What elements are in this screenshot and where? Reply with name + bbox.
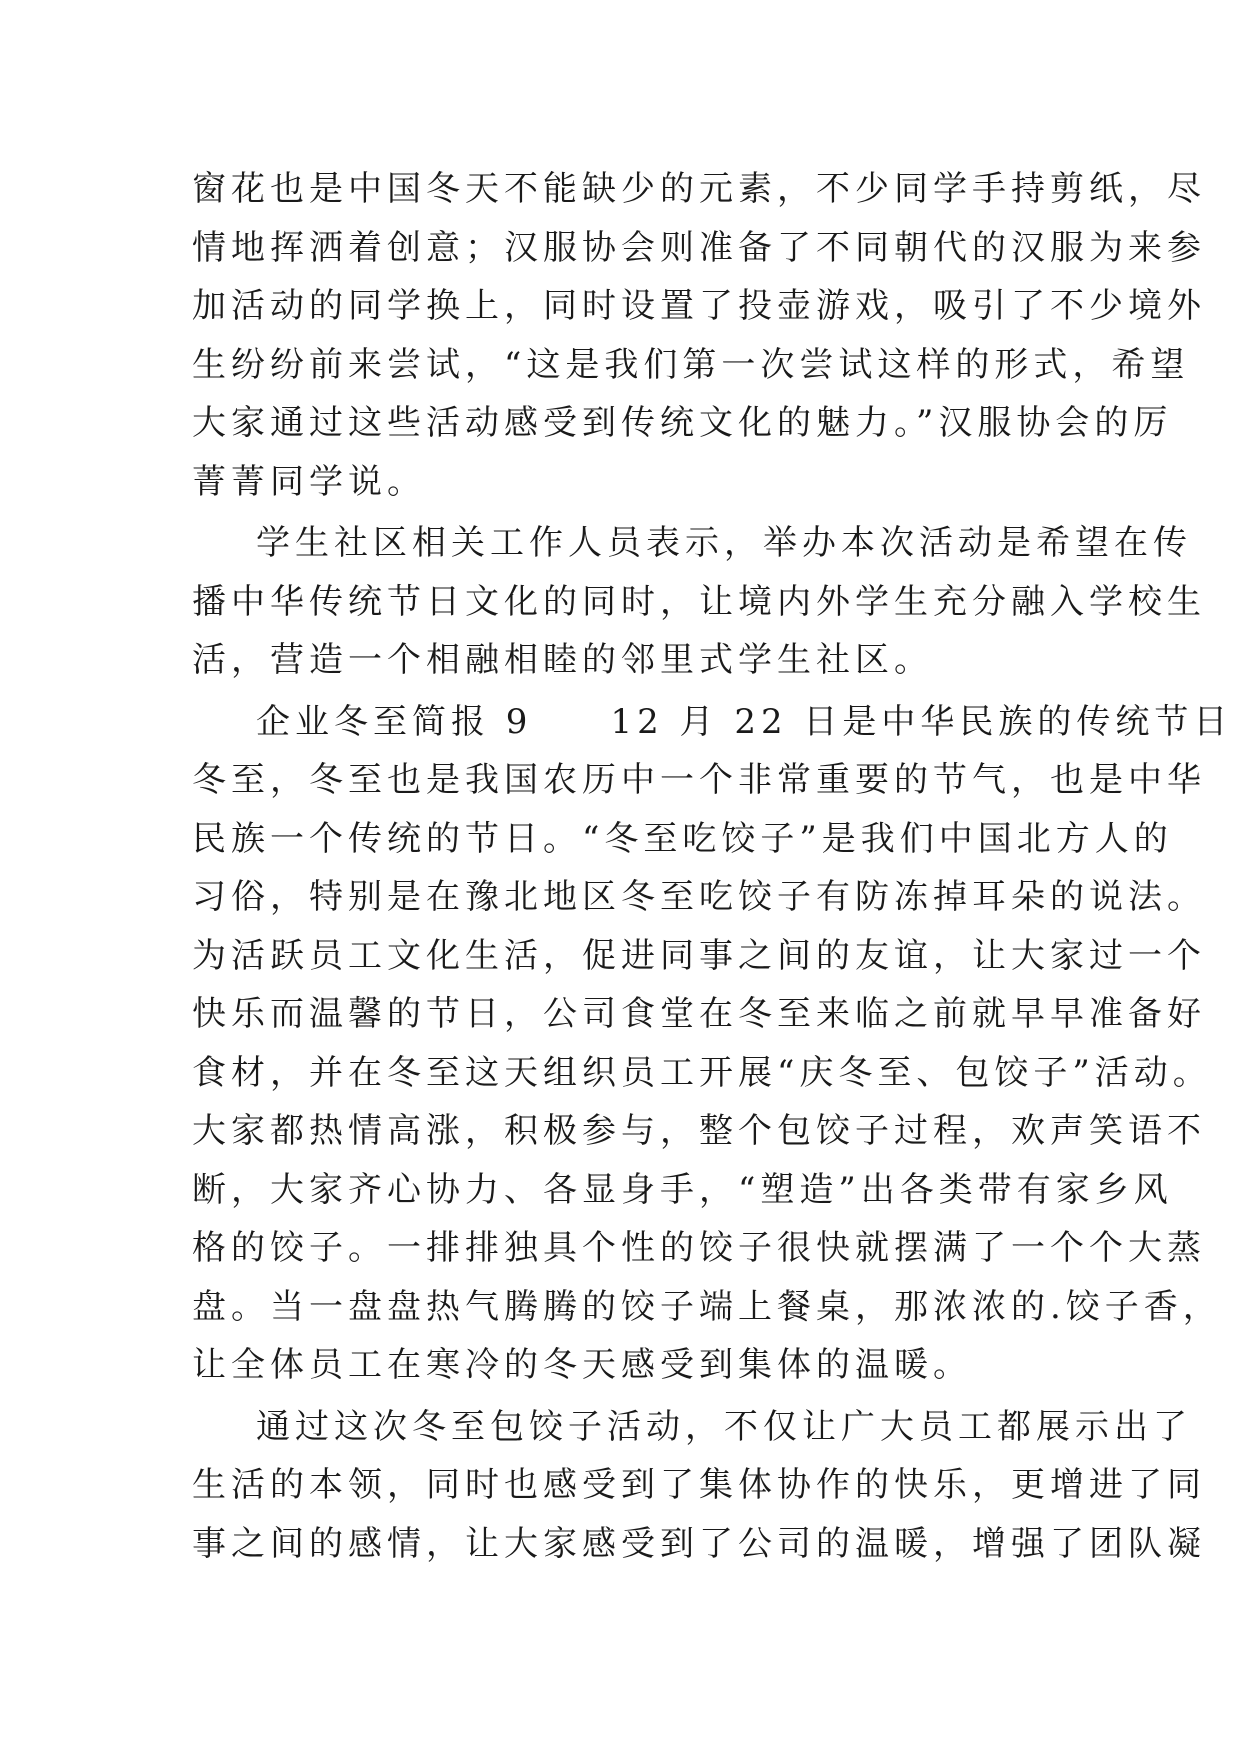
paragraph-1-line-6: 菁菁同学说。 bbox=[192, 461, 426, 502]
paragraph-3-line-3: 民族一个传统的节日。“冬至吃饺子”是我们中国北方人的 bbox=[192, 818, 1173, 859]
paragraph-3-line-7: 食材，并在冬至这天组织员工开展“庆冬至、包饺子”活动。 bbox=[192, 1052, 1212, 1093]
paragraph-2-line-3: 活，营造一个相融相睦的邻里式学生社区。 bbox=[192, 640, 933, 680]
paragraph-1-line-3: 加活动的同学换上，同时设置了投壶游戏，吸引了不少境外 bbox=[192, 286, 1206, 326]
paragraph-1-line-4: 生纷纷前来尝试，“这是我们第一次尝试这样的形式，希望 bbox=[192, 344, 1190, 385]
paragraph-2-line-1: 学生社区相关工作人员表示，举办本次活动是希望在传 bbox=[256, 523, 1192, 563]
paragraph-4-line-2: 生活的本领，同时也感受到了集体协作的快乐，更增进了同 bbox=[192, 1465, 1206, 1505]
paragraph-4-line-3: 事之间的感情，让大家感受到了公司的温暖，增强了团队凝 bbox=[192, 1523, 1206, 1564]
paragraph-2-line-2: 播中华传统节日文化的同时，让境内外学生充分融入学校生 bbox=[192, 581, 1206, 622]
paragraph-3-line-12: 让全体员工在寒冷的冬天感受到集体的温暖。 bbox=[192, 1345, 972, 1385]
paragraph-1-line-5: 大家通过这些活动感受到传统文化的魅力。”汉服协会的厉 bbox=[192, 403, 1173, 443]
paragraph-3-line-8: 大家都热情高涨，积极参与，整个包饺子过程，欢声笑语不 bbox=[192, 1111, 1206, 1151]
paragraph-3-line-6: 快乐而温馨的节日，公司食堂在冬至来临之前就早早准备好 bbox=[192, 994, 1206, 1034]
paragraph-3-line-9: 断，大家齐心协力、各显身手，“塑造”出各类带有家乡风 bbox=[192, 1169, 1173, 1210]
document-body bbox=[192, 160, 1233, 1573]
paragraph-1-line-1: 窗花也是中国冬天不能缺少的元素，不少同学手持剪纸，尽 bbox=[192, 169, 1206, 209]
paragraph-3-line-1: 企业冬至简报 9 12 月 22 日是中华民族的传统节日 bbox=[256, 701, 1233, 742]
paragraph-3-line-11: 盘。当一盘盘热气腾腾的饺子端上餐桌，那浓浓的.饺子香， bbox=[192, 1286, 1222, 1327]
paragraph-3-line-5: 为活跃员工文化生活，促进同事之间的友谊，让大家过一个 bbox=[192, 935, 1206, 976]
paragraph-3-line-10: 格的饺子。一排排独具个性的饺子很快就摆满了一个个大蒸 bbox=[192, 1228, 1206, 1268]
paragraph-1-line-2: 情地挥洒着创意；汉服协会则准备了不同朝代的汉服为来参 bbox=[192, 227, 1206, 268]
paragraph-3-line-4: 习俗，特别是在豫北地区冬至吃饺子有防冻掉耳朵的说法。 bbox=[192, 877, 1206, 917]
paragraph-4-line-1: 通过这次冬至包饺子活动，不仅让广大员工都展示出了 bbox=[256, 1406, 1192, 1447]
paragraph-3-line-2: 冬至，冬至也是我国农历中一个非常重要的节气，也是中华 bbox=[192, 760, 1206, 800]
